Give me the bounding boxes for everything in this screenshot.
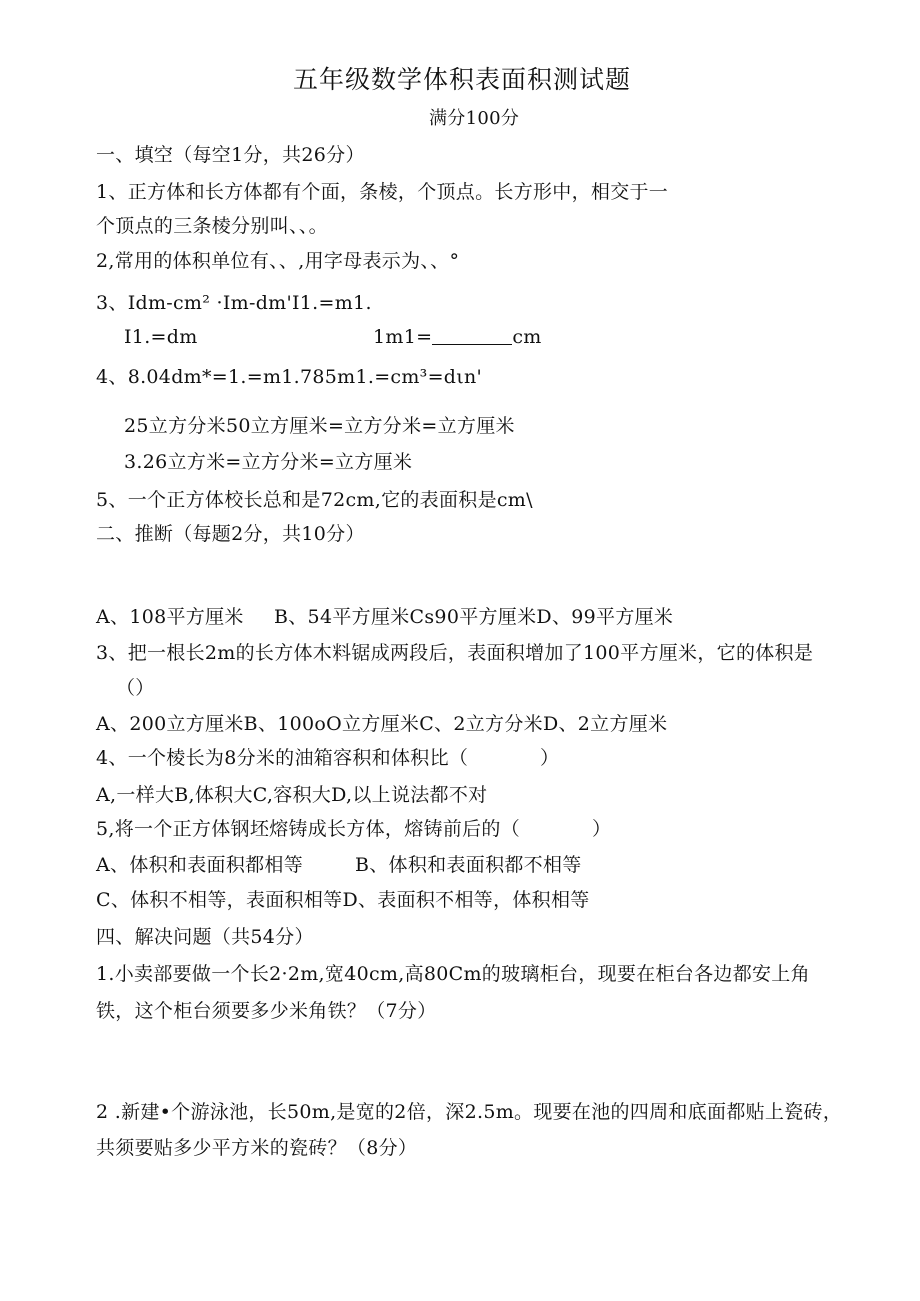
judge-question-3-line-1: 3、把一根长2m的长方体木料锯成两段后，表面积增加了100平方厘米，它的体积是 <box>96 642 814 664</box>
question-5: 5、一个正方体校长总和是72cm,它的表面积是cm\ <box>96 489 533 511</box>
option-a: A、108平方厘米 <box>96 606 244 628</box>
problem-2-line-2: 共须要贴多少平方米的瓷砖？（8分） <box>96 1137 418 1159</box>
judge-question-4-bracket-close: ） <box>540 747 560 769</box>
question-3-line-3-prefix: 1m1= <box>373 326 433 348</box>
section-4-heading: 四、解决问题（共54分） <box>96 926 314 948</box>
problem-1-line-2: 铁，这个柜台须要多少米角铁？（7分） <box>96 1000 437 1022</box>
question-1-line-2: 个顶点的三条棱分别叫、、。 <box>96 215 328 237</box>
section-1-heading: 一、填空（每空1分，共26分） <box>96 144 365 166</box>
judge-question-5: 5,将一个正方体钢坯熔铸成长方体，熔铸前后的（ <box>96 818 521 840</box>
judge-question-5-option-b: B、体积和表面积都不相等 <box>355 854 582 876</box>
question-3-line-3 <box>373 325 542 349</box>
problem-1-line-1: 1.小卖部要做一个长2·2m,宽40cm,高80Cm的玻璃柜台，现要在柜台各边都安上角 <box>96 963 810 985</box>
full-score: 满分100分 <box>429 108 520 129</box>
question-3-line-3-unit: cm <box>512 326 542 348</box>
question-2: 2,常用的体积单位有、、,用字母表示为、、° <box>96 250 460 272</box>
judge-question-3-bracket: （） <box>116 677 155 699</box>
problem-2-line-1: 2 .新建•个游泳池，长50m,是宽的2倍，深2.5m。现要在池的四周和底面都贴上瓷砖， <box>96 1101 843 1123</box>
judge-question-5-bracket-close: ） <box>592 818 612 840</box>
question-1-line-1: 1、正方体和长方体都有个面，条棱，个顶点。长方形中，相交于一 <box>96 181 669 203</box>
section-2-heading: 二、推断（每题2分，共10分） <box>96 523 365 545</box>
answer-blank[interactable] <box>432 326 512 345</box>
question-4-line-3: 3.26立方米=立方分米=立方厘米 <box>124 451 413 473</box>
question-3-line-1: 3、Idm-cm² ·Im-dm'I1.=m1. <box>96 292 372 314</box>
judge-question-3-options: A、200立方厘米B、100oO立方厘米C、2立方分米D、2立方厘米 <box>96 713 668 735</box>
question-4-line-2: 25立方分米50立方厘米=立方分米=立方厘米 <box>124 415 515 437</box>
question-4-line-1: 4、8.04dm*=1.=m1.785m1.=cm³=dιn' <box>96 366 483 388</box>
judge-question-5-options-c-d: C、体积不相等，表面积相等D、表面积不相等，体积相等 <box>96 889 590 911</box>
page-title: 五年级数学体积表面积测试题 <box>293 65 632 94</box>
question-3-line-2: I1.=dm <box>124 326 198 348</box>
options-b-c-d: B、54平方厘米Cs90平方厘米D、99平方厘米 <box>274 606 674 628</box>
judge-question-4: 4、一个棱长为8分米的油箱容积和体积比（ <box>96 747 469 769</box>
judge-question-5-option-a: A、体积和表面积都相等 <box>96 854 304 876</box>
judge-question-4-options: A,一样大B,体积大C,容积大D,以上说法都不对 <box>96 784 488 806</box>
